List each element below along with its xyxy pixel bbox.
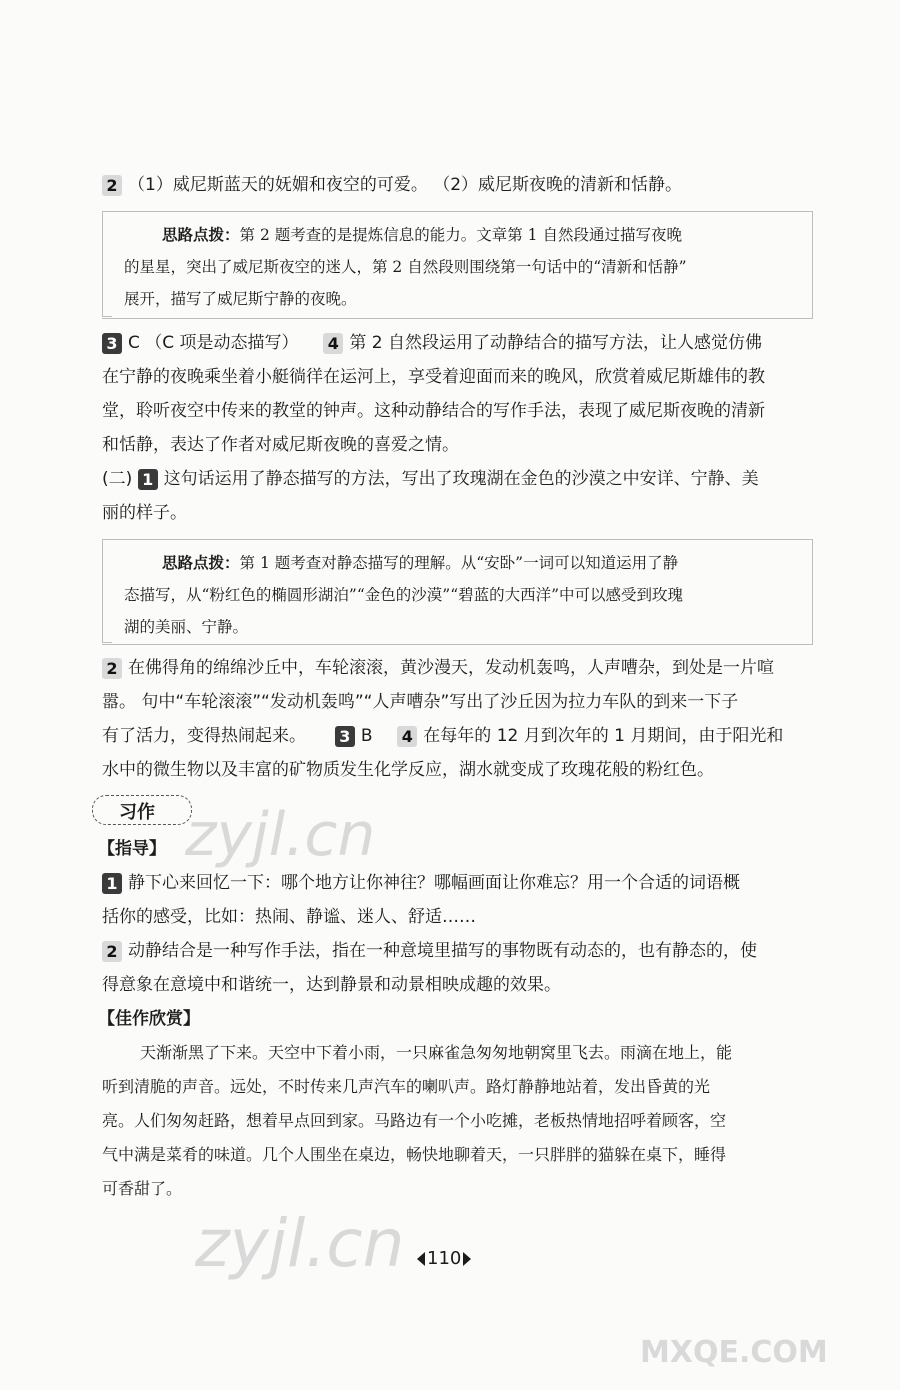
- hint-line: 展开，描写了威尼斯宁静的夜晚。: [124, 290, 357, 308]
- answer-text: 堂，聆听夜空中传来的教堂的钟声。这种动静结合的写作手法，表现了威尼斯夜晚的清新: [102, 401, 765, 421]
- hint-line: 湖的美丽、宁静。: [124, 618, 249, 636]
- answer-text: 有了活力，变得热闹起来。: [102, 726, 306, 746]
- guide-text: 动静结合是一种写作手法，指在一种意境里描写的事物既有动态的，也有静态的，使: [128, 941, 757, 961]
- hint-line: 第 2 题考查的是提炼信息的能力。文章第 1 自然段通过描写夜晚: [239, 226, 682, 244]
- guide-2: [102, 940, 757, 962]
- section-prefix: (二): [102, 469, 133, 489]
- part2-answer-1: [102, 468, 759, 490]
- answer-text: 在每年的 12 月到次年的 1 月期间，由于阳光和: [423, 726, 784, 746]
- guide-title: 【指导】: [98, 839, 166, 859]
- hint-box: [102, 211, 813, 319]
- question-number-badge: 2: [102, 658, 122, 679]
- guide-1: [102, 872, 740, 894]
- guide-text: 括你的感受，比如：热闹、静谧、迷人、舒适……: [102, 907, 476, 927]
- answer-text: 在佛得角的绵绵沙丘中，车轮滚滚，黄沙漫天，发动机轰鸣，人声嘈杂，到处是一片喧: [128, 658, 774, 678]
- answer-text: 第 2 自然段运用了动静结合的描写方法，让人感觉仿佛: [349, 333, 762, 353]
- hint-box: [102, 539, 813, 645]
- essay-title: 【佳作欣赏】: [98, 1009, 200, 1029]
- watermark: MXQE.COM: [640, 1335, 828, 1370]
- hint-line: 态描写，从“粉红色的椭圆形湖泊”“金色的沙漠”“碧蓝的大西洋”中可以感受到玫瑰: [124, 586, 684, 604]
- question-number-badge: 3: [335, 726, 355, 747]
- hint-label: 思路点拨：: [162, 553, 240, 572]
- page-number: 110: [417, 1248, 471, 1269]
- guide-text: 静下心来回忆一下：哪个地方让你神往？哪幅画面让你难忘？用一个合适的词语概: [128, 873, 740, 893]
- section-tab-writing: [92, 795, 192, 825]
- arrow-left-icon: [417, 1252, 425, 1266]
- question-number-badge: 2: [102, 175, 122, 196]
- guide-text: 得意象在意境中和谐统一，达到静景和动景相映成趣的效果。: [102, 975, 561, 995]
- essay-line: 听到清脆的声音。远处，不时传来几声汽车的喇叭声。路灯静静地站着，发出昏黄的光: [102, 1077, 711, 1096]
- question-number-badge: 4: [323, 333, 343, 354]
- question-number-badge: 1: [138, 469, 158, 490]
- watermark: zyjl.cn: [185, 800, 376, 870]
- answer-text: 丽的样子。: [102, 503, 187, 523]
- essay-line: 可香甜了。: [102, 1179, 183, 1198]
- essay-line: 天渐渐黑了下来。天空中下着小雨，一只麻雀急匆匆地朝窝里飞去。雨滴在地上，能: [140, 1043, 733, 1062]
- answer-text: C （C 项是动态描写）: [128, 333, 299, 353]
- hint-label: 思路点拨：: [162, 225, 240, 244]
- answer-2: [102, 174, 682, 196]
- question-number-badge: 1: [102, 873, 122, 894]
- answer-text: 水中的微生物以及丰富的矿物质发生化学反应，湖水就变成了玫瑰花般的粉红色。: [102, 760, 714, 780]
- section-tab-label: 习作: [119, 802, 155, 823]
- essay-line: 亮。人们匆匆赶路，想着早点回到家。马路边有一个小吃摊，老板热情地招呼着顾客，空: [102, 1111, 727, 1130]
- question-number-badge: 2: [102, 941, 122, 962]
- question-number-badge: 4: [397, 726, 417, 747]
- answer-text: 在宁静的夜晚乘坐着小艇徜徉在运河上，享受着迎面而来的晚风，欣赏着威尼斯雄伟的教: [102, 367, 765, 387]
- hint-line: 第 1 题考查对静态描写的理解。从“安卧”一词可以知道运用了静: [239, 554, 679, 572]
- part2-answer-2: [102, 657, 774, 679]
- hint-line: 的星星，突出了威尼斯夜空的迷人，第 2 自然段则围绕第一句话中的“清新和恬静”: [124, 258, 687, 276]
- arrow-right-icon: [463, 1252, 471, 1266]
- essay-line: 气中满是菜肴的味道。几个人围坐在桌边，畅快地聊着天，一只胖胖的猫躲在桌下，睡得: [102, 1145, 727, 1164]
- answer-text: （1）威尼斯蓝天的妩媚和夜空的可爱。 （2）威尼斯夜晚的清新和恬静。: [128, 175, 683, 195]
- answer-3-4: [102, 332, 762, 354]
- answer-text: 这句话运用了静态描写的方法，写出了玫瑰湖在金色的沙漠之中安详、宁静、美: [163, 469, 759, 489]
- answer-text: 和恬静，表达了作者对威尼斯夜晚的喜爱之情。: [102, 435, 459, 455]
- answer-text: B: [360, 726, 373, 746]
- answer-text: 嚣。 句中“车轮滚滚”“发动机轰鸣”“人声嘈杂”写出了沙丘因为拉力车队的到来一下子: [102, 692, 739, 712]
- watermark: zyjl.cn: [195, 1205, 405, 1282]
- question-number-badge: 3: [102, 333, 122, 354]
